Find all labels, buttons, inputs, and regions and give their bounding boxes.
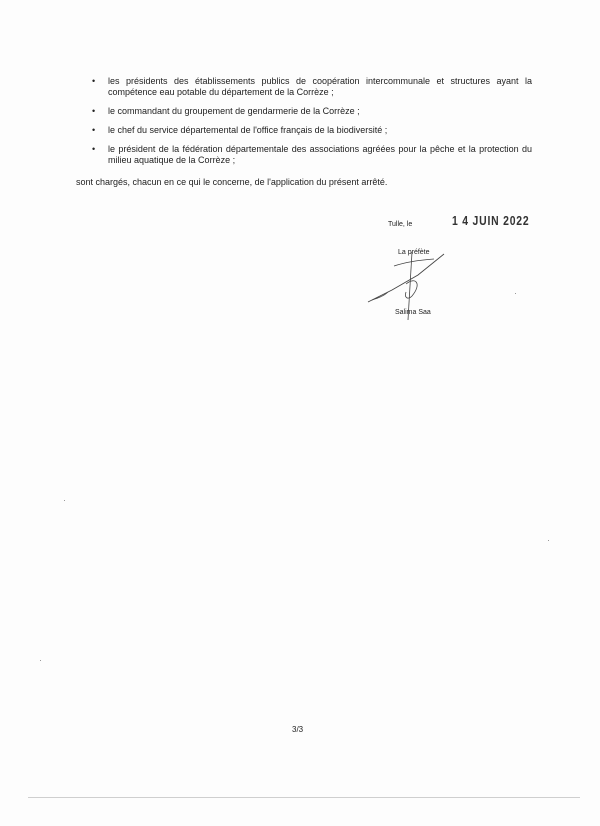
bullet-marker: • [92,125,96,135]
bullet-text: le président de la fédération départementale des associations agréées pour la pêche et la protection du milieu aquatique de la Corrèze ; [108,144,532,165]
scan-speck [40,660,41,661]
bullet-text: le chef du service départemental de l'office français de la biodiversité ; [108,125,388,135]
bullet-text: le commandant du groupement de gendarmerie de la Corrèze ; [108,106,360,116]
signatory-role: La préfète [398,249,430,256]
date-stamp: 1 4 JUIN 2022 [452,213,530,228]
bullet-marker: • [92,76,96,86]
closing-sentence: sont chargés, chacun en ce qui le concerne, de l'application du présent arrêté. [76,177,388,187]
place-label: Tulle, le [388,221,413,228]
scan-speck [548,540,549,541]
bullet-list [92,76,532,174]
scan-edge-line [28,797,580,798]
bullet-item [92,125,532,136]
bullet-marker: • [92,106,96,116]
signatory-name: Salima Saa [395,309,431,316]
scan-speck [64,500,65,501]
bullet-marker: • [92,144,96,154]
bullet-item [92,76,532,98]
bullet-item [92,106,532,117]
bullet-item [92,144,532,166]
scan-speck [515,293,516,294]
bullet-text: les présidents des établissements publics de coopération intercommunale et structures ayant la compétence eau potable du département de la Corrèze ; [108,76,532,97]
page-number: 3/3 [292,725,304,734]
